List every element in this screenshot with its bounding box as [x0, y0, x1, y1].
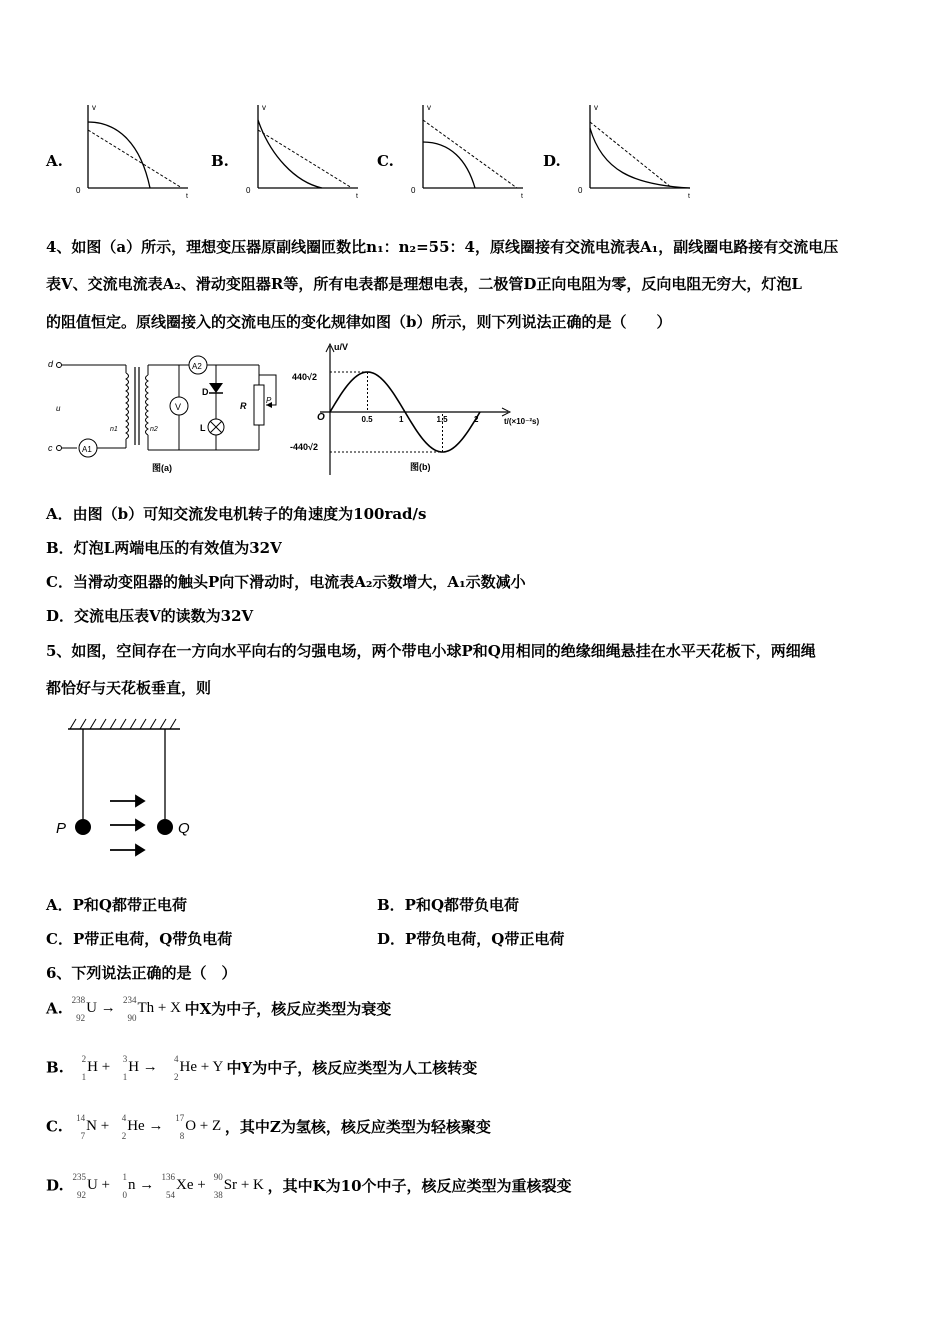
svg-text:v: v: [594, 103, 598, 112]
q4-option-b[interactable]: B．灯泡L两端电压的有效值为32V: [46, 539, 282, 557]
q3-option-b-label: B.: [211, 152, 229, 170]
svg-text:-440√2: -440√2: [290, 442, 318, 452]
q3-option-a-label: A.: [46, 152, 63, 170]
q6-option-b-label: B.: [46, 1058, 64, 1077]
svg-text:0: 0: [411, 186, 416, 195]
svg-text:A1: A1: [82, 445, 92, 454]
q3-options: [0, 95, 950, 205]
svg-text:t: t: [356, 193, 358, 200]
svg-text:440√2: 440√2: [292, 372, 317, 382]
svg-text:n2: n2: [150, 426, 158, 433]
q4-option-c[interactable]: C．当滑动变阻器的触头P向下滑动时，电流表A₂示数增大，A₁示数减小: [46, 573, 526, 591]
x-tick-label: 1.5: [436, 415, 448, 424]
q4-voltage-graph: [290, 340, 555, 480]
q3-graph-c: [405, 100, 530, 200]
q4-stem-line1: 4、如图（a）所示，理想变压器原副线圈匝数比n₁：n₂=55：4，原线圈接有交流电流表A₁，副线圈电路接有交流电压: [46, 238, 839, 256]
svg-text:Q: Q: [178, 820, 190, 837]
q6-option-d-label: D.: [46, 1176, 64, 1195]
q4-option-d[interactable]: D．交流电压表V的读数为32V: [46, 607, 254, 625]
svg-text:0: 0: [246, 186, 251, 195]
svg-text:v: v: [262, 103, 266, 112]
q6-option-a-formula: 238 92 U → 234 90 Th + X: [71, 995, 181, 1023]
q5-figure: [50, 715, 210, 865]
q4-stem-line2: 表V、交流电流表A₂、滑动变阻器R等，所有电表都是理想电表，二极管D正向电阻为零，反向电阻无穷大，灯泡L: [46, 275, 802, 293]
q5-option-b[interactable]: B．P和Q都带负电荷: [377, 896, 520, 914]
q5-stem-line2: 都恰好与天花板垂直，则: [46, 679, 212, 697]
q3-option-c-label: C.: [377, 152, 394, 170]
q6-option-a-label: A.: [46, 999, 63, 1018]
q3-graph-b: [240, 100, 365, 200]
diode-symbol: [209, 383, 223, 393]
q6-option-b[interactable]: B. 2 1 H + 3 1 H → 4 2 He + Y 中Y为中子，核反应类型为人工核转变: [46, 1054, 478, 1082]
q6-option-a[interactable]: A. 238 92 U → 234 90 Th + X 中X为中子，核反应类型为衰变: [46, 995, 392, 1023]
q6-option-d-formula: 235 92 U + 1 0 n → 136 54 Xe + 90 38 Sr + K: [72, 1172, 264, 1200]
svg-text:v: v: [92, 103, 96, 112]
svg-text:R: R: [240, 401, 247, 411]
q5-stem-line1: 5、如图，空间存在一方向水平向右的匀强电场，两个带电小球P和Q用相同的绝缘细绳悬挂在水平天花板下，两细绳: [46, 642, 816, 660]
x-tick-label: 2: [474, 415, 479, 424]
svg-text:v: v: [427, 103, 431, 112]
q6-option-d[interactable]: D. 235 92 U + 1 0 n → 136 54 Xe + 90 38 Sr + K ，其中K为10个中子，核反应类型为重核裂变: [46, 1172, 572, 1200]
q6-option-c-formula: 14 7 N + 4 2 He → 17 8 O + Z: [76, 1113, 222, 1141]
svg-text:A2: A2: [192, 362, 202, 371]
rheostat-r: [254, 385, 264, 425]
svg-text:O: O: [317, 412, 325, 423]
q4-stem-line3: 的阻值恒定。原线圈接入的交流电压的变化规律如图（b）所示，则下列说法正确的是（ ）: [46, 313, 672, 331]
svg-text:P: P: [266, 396, 272, 405]
terminal-c: c: [48, 443, 53, 453]
q6-option-b-formula: 2 1 H + 3 1 H → 4 2 He + Y: [81, 1054, 223, 1082]
ball-q: [157, 819, 173, 835]
q4-circuit-figure: [44, 345, 284, 480]
svg-text:t: t: [186, 193, 188, 200]
svg-text:P: P: [56, 820, 67, 837]
svg-text:0: 0: [76, 186, 81, 195]
terminal-d: d: [48, 359, 54, 369]
svg-text:t/(×10⁻²s): t/(×10⁻²s): [504, 417, 540, 426]
q4-option-a[interactable]: A．由图（b）可知交流发电机转子的角速度为100rad/s: [46, 505, 427, 523]
q6-option-c[interactable]: C. 14 7 N + 4 2 He → 17 8 O + Z ，其中Z为氢核，核反应类型为轻核聚变: [46, 1113, 491, 1141]
ball-p: [75, 819, 91, 835]
svg-text:V: V: [175, 402, 182, 412]
q5-option-c[interactable]: C．P带正电荷，Q带负电荷: [46, 930, 233, 948]
svg-text:L: L: [200, 423, 206, 433]
q3-graph-a: [70, 100, 195, 200]
svg-text:0: 0: [578, 186, 583, 195]
x-tick-label: 0.5: [361, 415, 373, 424]
q6-option-c-label: C.: [46, 1117, 63, 1136]
svg-text:图(a): 图(a): [152, 463, 172, 473]
svg-text:D: D: [202, 387, 209, 397]
field-arrows: [110, 796, 144, 855]
q3-option-d-label: D.: [543, 152, 561, 170]
q6-stem: 6、下列说法正确的是（ ）: [46, 964, 237, 982]
q5-option-a[interactable]: A．P和Q都带正电荷: [46, 896, 187, 914]
svg-text:n1: n1: [110, 426, 118, 433]
x-tick-label: 1: [399, 415, 404, 424]
svg-text:t: t: [521, 193, 523, 200]
svg-text:图(b): 图(b): [410, 462, 431, 472]
q3-graph-d: [572, 100, 697, 200]
svg-text:t: t: [688, 193, 690, 200]
q5-option-d[interactable]: D．P带负电荷，Q带正电荷: [377, 930, 565, 948]
svg-text:u/V: u/V: [334, 342, 349, 352]
label-u: u: [56, 404, 61, 413]
